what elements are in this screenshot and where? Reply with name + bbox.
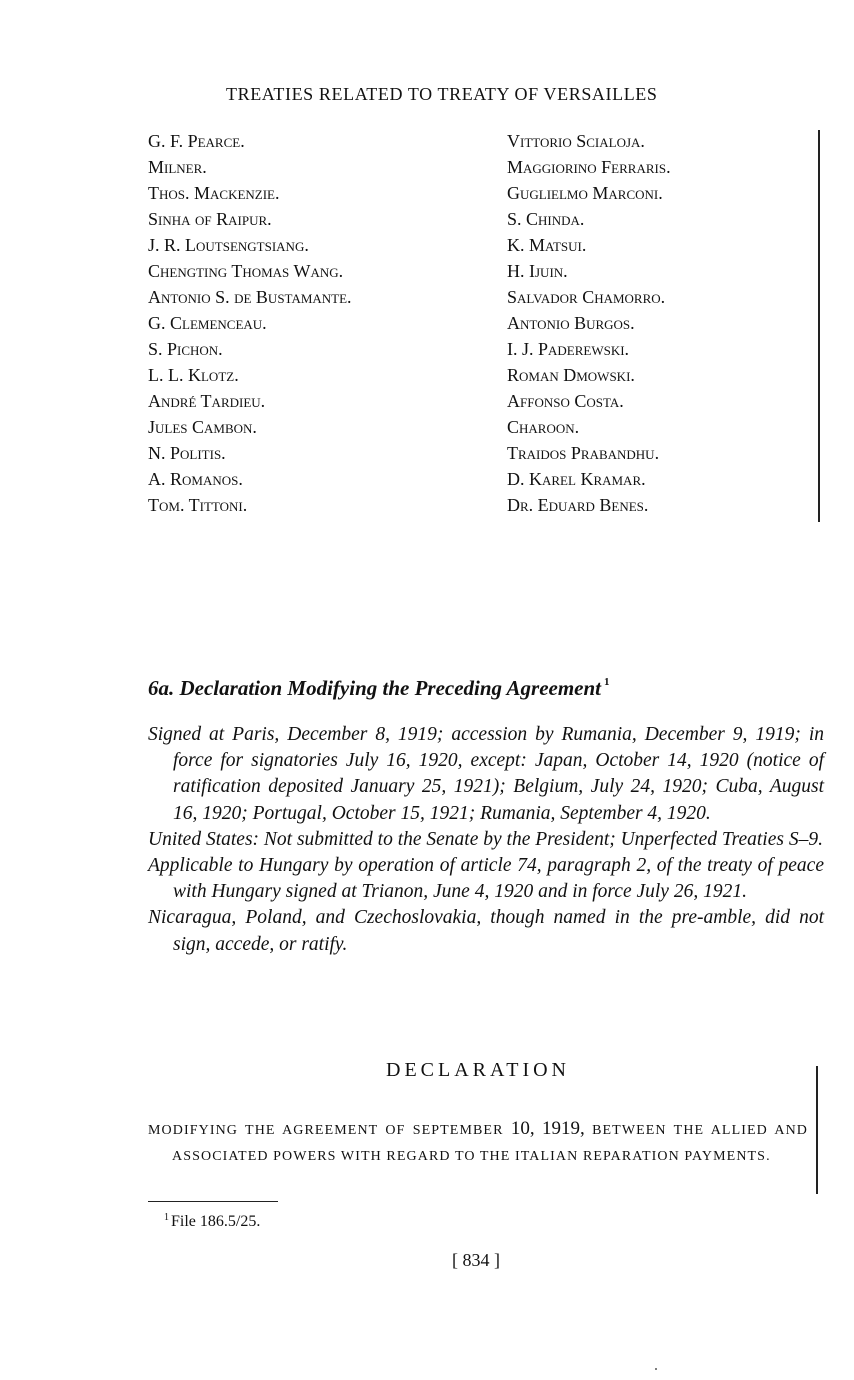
declaration-subtitle-part: MODIFYING THE AGREEMENT OF SEPTEMBER <box>148 1123 504 1138</box>
ratification-notes <box>148 722 824 958</box>
signature-name: Charoon. <box>507 417 580 437</box>
signature-name: L. L. Klotz. <box>148 365 239 385</box>
signature-name: Tom. Tittoni. <box>148 495 248 515</box>
signature-name: Sinha of Raipur. <box>148 209 272 229</box>
signature-name: A. Romanos. <box>148 469 243 489</box>
signature-name: I. J. Paderewski. <box>507 339 630 359</box>
signature-name: Chengting Thomas Wang. <box>148 261 344 281</box>
note-paragraph: Nicaragua, Poland, and Czechoslovakia, though named in the pre-amble, did not sign, accede, or ratify. <box>148 907 824 955</box>
note-paragraph: Applicable to Hungary by operation of article 74, paragraph 2, of the treaty of peace with Hungary signed at Trianon, June 4, 1920 and in force July 26, 1921. <box>148 855 824 903</box>
signature-name: S. Chinda. <box>507 209 585 229</box>
signature-name: Dr. Eduard Benes. <box>507 495 649 515</box>
footnote-mark: 1 <box>164 1212 169 1223</box>
signatures-right-column <box>507 128 671 518</box>
declaration-title: DECLARATION <box>386 1059 570 1081</box>
section-heading-text: 6a. Declaration Modifying the Preceding Agreement <box>148 676 602 700</box>
signatures-left-column <box>148 128 352 518</box>
signature-name: D. Karel Kramar. <box>507 469 646 489</box>
signature-name: Antonio Burgos. <box>507 313 635 333</box>
note-paragraph: Signed at Paris, December 8, 1919; accession by Rumania, December 9, 1919; in force for signatories July 16, 1920, except: Japan, October 14, 1920 (notice of ratification deposited January 25, 1921); Belgium, July 24, 1920; Cuba, August 16, 1920; Portugal, October 15, 1921; Rumania, September 4, 1920. <box>148 724 824 824</box>
running-head: TREATIES RELATED TO TREATY OF VERSAILLES <box>226 84 658 104</box>
signature-name: H. Ijuin. <box>507 261 568 281</box>
footnote-reference: 1 <box>604 676 610 688</box>
section-heading <box>148 676 610 701</box>
signature-name: G. Clemenceau. <box>148 313 267 333</box>
footnote-separator <box>148 1201 278 1202</box>
signature-name: Salvador Chamorro. <box>507 287 666 307</box>
signature-name: G. F. Pearce. <box>148 131 245 151</box>
margin-rule-lower <box>816 1066 818 1194</box>
signature-name: K. Matsui. <box>507 235 587 255</box>
signature-name: Vittorio Scialoja. <box>507 131 645 151</box>
signature-name: N. Politis. <box>148 443 226 463</box>
signature-name: Roman Dmowski. <box>507 365 635 385</box>
declaration-subtitle-date: 10, 1919, <box>510 1118 585 1139</box>
signature-name: Guglielmo Marconi. <box>507 183 663 203</box>
print-speck <box>655 1368 657 1370</box>
signature-name: Affonso Costa. <box>507 391 624 411</box>
signature-name: Antonio S. de Bustamante. <box>148 287 352 307</box>
page-number: [ 834 ] <box>452 1250 500 1270</box>
signature-name: J. R. Loutsengtsiang. <box>148 235 309 255</box>
declaration-subtitle-part: BETWEEN THE ALLIED AND ASSOCIATED POWERS WITH REGARD TO THE ITALIAN REPARATION PAYMENTS. <box>172 1123 808 1164</box>
footnote <box>164 1212 260 1231</box>
signature-name: Jules Cambon. <box>148 417 257 437</box>
signature-name: André Tardieu. <box>148 391 266 411</box>
signature-name: Traidos Prabandhu. <box>507 443 660 463</box>
signature-name: Thos. Mackenzie. <box>148 183 280 203</box>
footnote-text: File 186.5/25. <box>171 1213 261 1230</box>
note-paragraph: United States: Not submitted to the Senate by the President; Unperfected Treaties S–9. <box>148 828 823 850</box>
signature-name: Maggiorino Ferraris. <box>507 157 671 177</box>
signature-name: Milner. <box>148 157 207 177</box>
signature-name: S. Pichon. <box>148 339 223 359</box>
declaration-subtitle <box>148 1116 808 1170</box>
margin-rule-upper <box>818 130 820 522</box>
